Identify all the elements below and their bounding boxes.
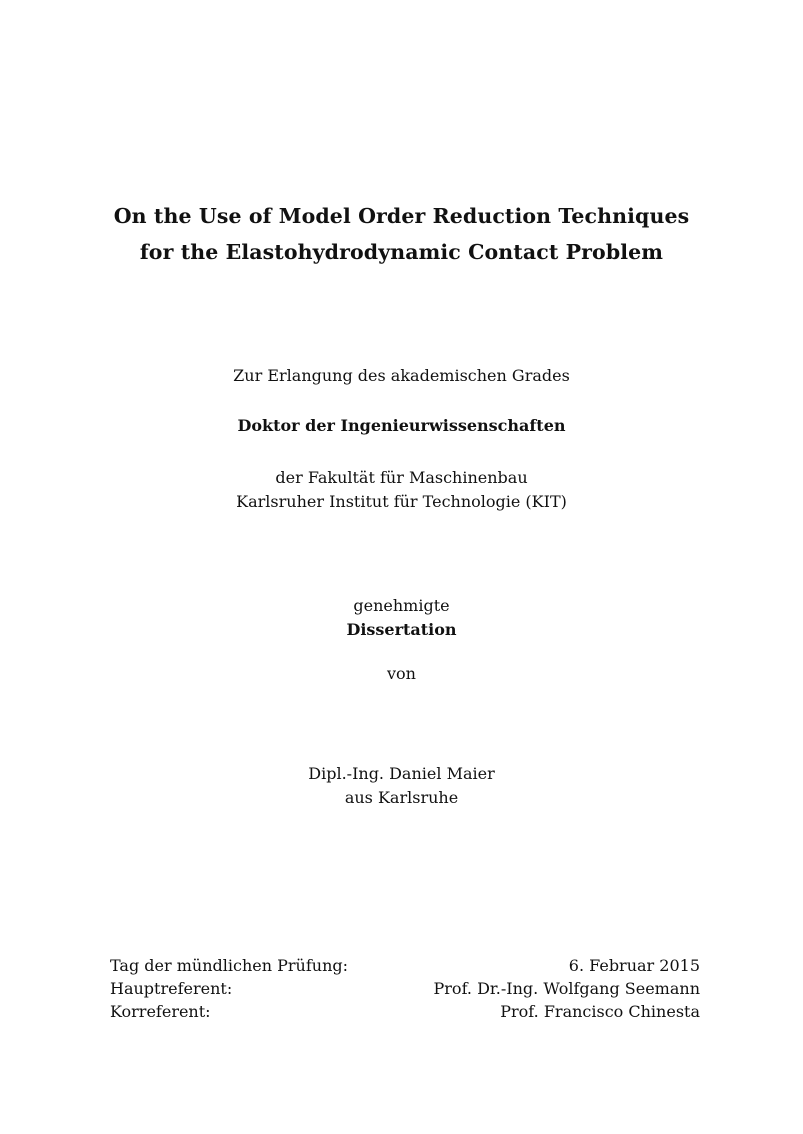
by-text: von [387,664,416,683]
examination-details [110,954,700,1023]
degree-purpose [0,364,803,388]
author-origin: aus Karlsruhe [344,788,459,807]
institute-text: Karlsruher Institut für Technologie (KIT) [236,492,567,511]
degree-name [0,414,803,438]
faculty-block [0,466,803,514]
thesis-title-line-2: for the Elastohydrodynamic Contact Problem [139,240,664,264]
co-referee-value: Prof. Francisco Chinesta [500,1002,700,1021]
degree-purpose-text: Zur Erlangung des akademischen Grades [233,366,570,385]
approved-text: genehmigte [353,596,450,615]
thesis-title [0,198,803,270]
exam-date-label: Tag der mündlichen Prüfung: [110,956,349,975]
main-referee-row [110,977,700,1000]
main-referee-value: Prof. Dr.-Ing. Wolfgang Seemann [433,979,700,998]
approval-block [0,594,803,642]
faculty-text: der Fakultät für Maschinenbau [275,468,528,487]
exam-date-row [110,954,700,977]
degree-name-text: Doktor der Ingenieurwissenschaften [237,416,566,435]
by-block [0,662,803,686]
co-referee-label: Korreferent: [110,1002,211,1021]
thesis-title-line-1: On the Use of Model Order Reduction Techniques [113,204,690,228]
dissertation-text: Dissertation [346,620,457,639]
exam-date-value: 6. Februar 2015 [568,956,700,975]
main-referee-label: Hauptreferent: [110,979,233,998]
author-block [0,762,803,810]
co-referee-row [110,1000,700,1023]
author-name: Dipl.-Ing. Daniel Maier [308,764,495,783]
